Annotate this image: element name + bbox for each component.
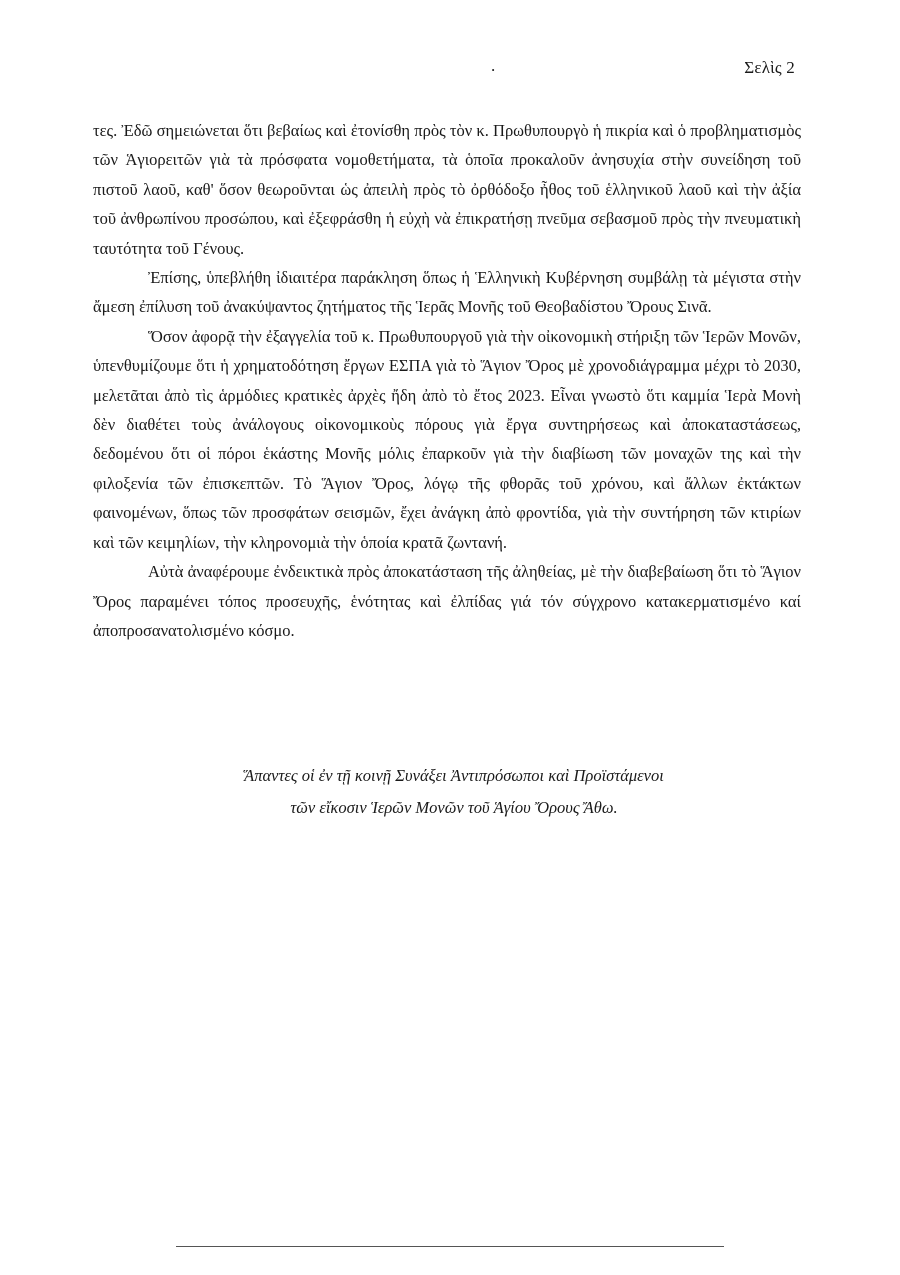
signature-block [0, 760, 900, 824]
stray-mark: . [491, 56, 496, 75]
signature-line-1: Ἅπαντες οἱ ἐν τῇ κοινῇ Συνάξει Ἀντιπρόσωποι καὶ Προϊστάμενοι [244, 766, 664, 785]
signature-line-2: τῶν εἴκοσιν Ἱερῶν Μονῶν τοῦ Ἁγίου Ὄρους Ἄθω. [290, 798, 618, 817]
page-number: Σελὶς 2 [744, 58, 795, 77]
body-text [93, 116, 801, 645]
footer-rule [176, 1246, 724, 1247]
paragraph-conclusion: Αὐτὰ ἀναφέρουμε ἐνδεικτικὰ πρὸς ἀποκατάσταση τῆς ἀληθείας, μὲ τὴν διαβεβαίωση ὅτι τὸ Ἅγιον Ὄρος παραμένει τόπος προσευχῆς, ἑνότητας καὶ ἐλπίδας γιά τόν σύγχρονο κατακερματισμένο καί ἀποπροσανατολισμένο κόσμο. [93, 562, 801, 640]
paragraph-financial-support: Ὅσον ἀφορᾷ τὴν ἐξαγγελία τοῦ κ. Πρωθυπουργοῦ γιὰ τὴν οἰκονομικὴ στήριξη τῶν Ἱερῶν Μονῶν, ὑπενθυμίζουμε ὅτι ἡ χρηματοδότηση ἔργων ΕΣΠΑ γιὰ τὸ Ἅγιον Ὄρος μὲ χρονοδιάγραμμα μέχρι τὸ 2030, μελετᾶται ἀπὸ τὶς ἁρμόδιες κρατικὲς ἀρχὲς ἤδη ἀπὸ τὸ ἔτος 2023. Εἶναι γνωστὸ ὅτι καμμία Ἱερὰ Μονὴ δὲν διαθέτει τοὺς ἀνάλογους οἰκονομικοὺς πόρους γιὰ ἔργα συντηρήσεως καὶ ἀποκαταστάσεως, δεδομένου ὅτι οἱ πόροι ἑκάστης Μονῆς μόλις ἐπαρκοῦν γιὰ τὴν διαβίωση τῶν μοναχῶν της καὶ τὴν φιλοξενία τῶν ἐπισκεπτῶν. Τὸ Ἅγιον Ὄρος, λόγῳ τῆς φθορᾶς τοῦ χρόνου, καὶ ἄλλων ἐκτάκτων φαινομένων, ὅπως τῶν προσφάτων σεισμῶν, ἔχει ἀνάγκη ἀπὸ φροντίδα, γιὰ τὴν συντήρηση τῶν κτιρίων καὶ τῶν κειμηλίων, τὴν κληρονομιὰ τὴν ὁποία κρατᾶ ζωντανή. [93, 326, 801, 552]
paragraph-continuation: τες. Ἐδῶ σημειώνεται ὅτι βεβαίως καὶ ἐτονίσθη πρὸς τὸν κ. Πρωθυπουργὸ ἡ πικρία καὶ ὁ προβληματισμὸς τῶν Ἁγιορειτῶν γιὰ τὰ πρόσφατα νομοθετήματα, τὰ ὁποῖα προκαλοῦν ἀνησυχία στὴν συνείδηση τοῦ πιστοῦ λαοῦ, καθ' ὅσον θεωροῦνται ὡς ἀπειλὴ πρὸς τὸ ὀρθόδοξο ἦθος τοῦ ἑλληνικοῦ λαοῦ καὶ τὴν ἀξία τοῦ ἀνθρωπίνου προσώπου, καὶ ἐξεφράσθη ἡ εὐχὴ νὰ ἐπικρατήσῃ πνεῦμα σεβασμοῦ πρὸς τὴν πνευματικὴ ταυτότητα τοῦ Γένους. [93, 121, 801, 258]
paragraph-sinai-request: Ἐπίσης, ὑπεβλήθη ἰδιαιτέρα παράκληση ὅπως ἡ Ἑλληνικὴ Κυβέρνηση συμβάλῃ τὰ μέγιστα στὴν ἄμεση ἐπίλυση τοῦ ἀνακύψαντος ζητήματος τῆς Ἱερᾶς Μονῆς τοῦ Θεοβαδίστου Ὄρους Σινᾶ. [93, 268, 801, 317]
